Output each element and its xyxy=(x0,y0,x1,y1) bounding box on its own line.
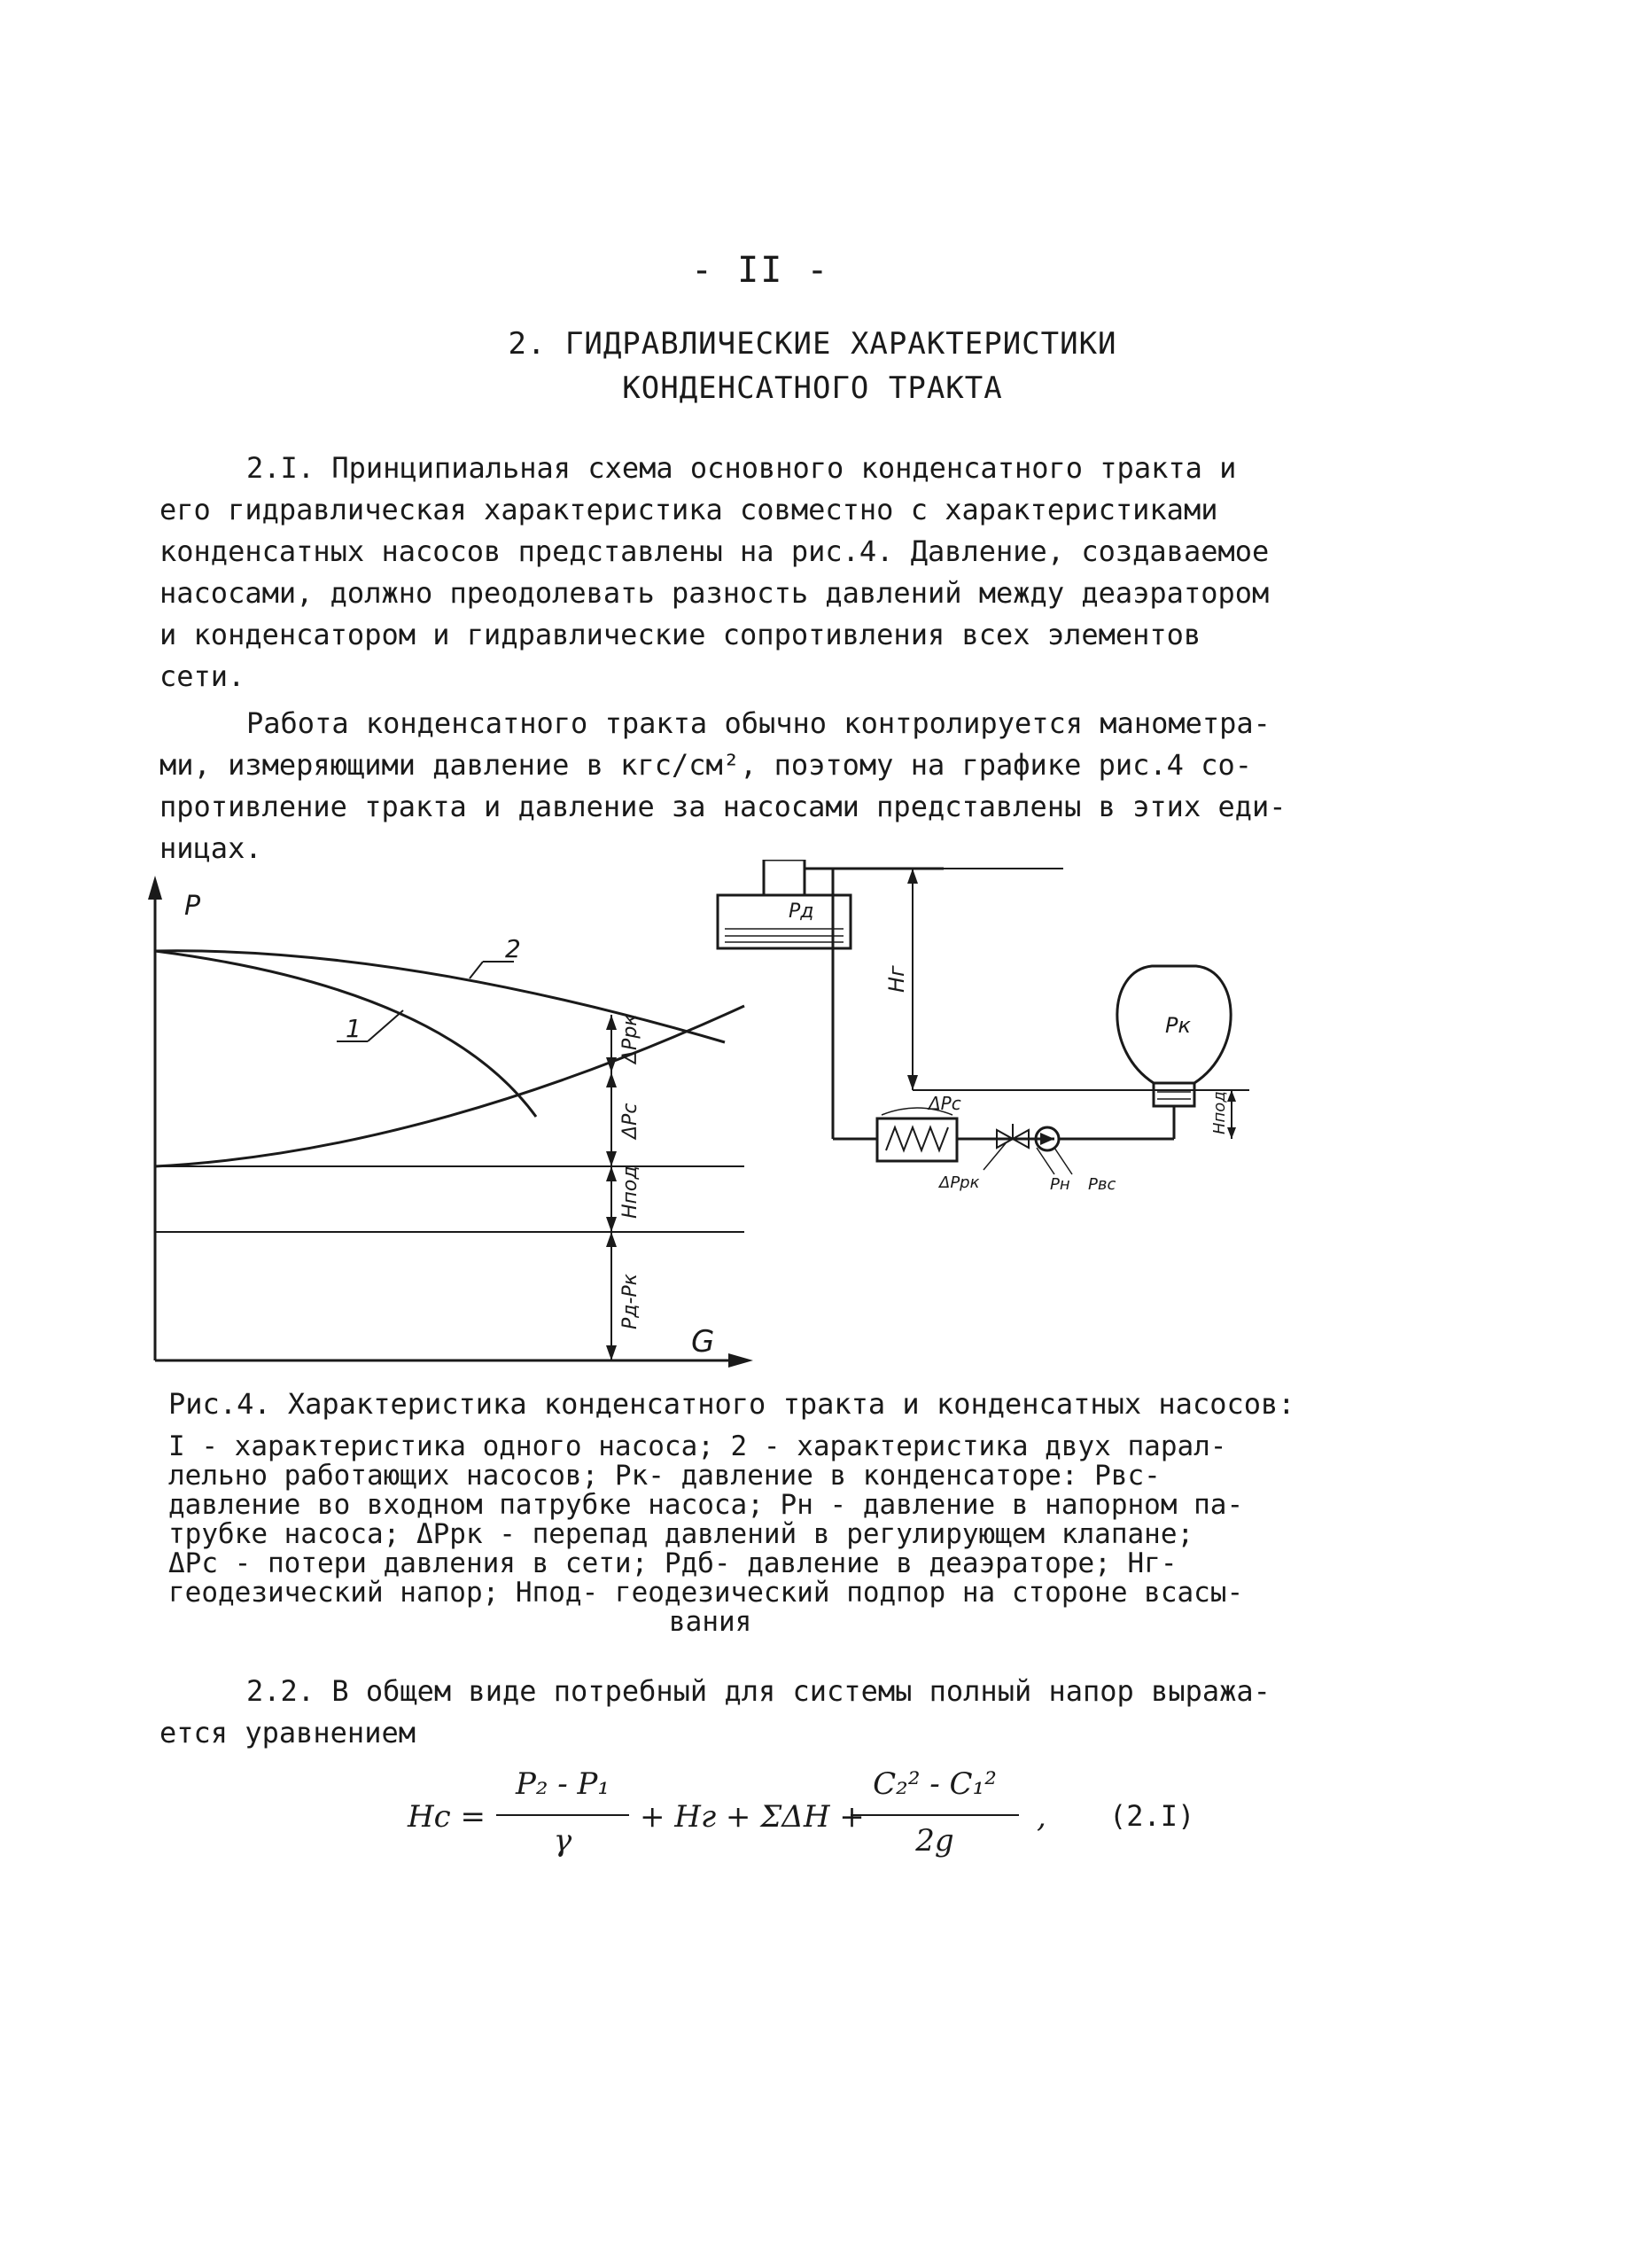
equation-number: (2.I) xyxy=(1109,1799,1195,1833)
text-line: ницах. xyxy=(159,831,262,865)
text-line: насосами, должно преодолевать разность давлений между деаэратором xyxy=(159,576,1270,610)
equation-frac2-denominator: 2g xyxy=(915,1823,954,1859)
caption-line: лельно работающих насосов; Pк- давление в конденсаторе: Pвс- xyxy=(168,1460,1161,1492)
equation-frac2-numerator: C₂² - C₁² xyxy=(873,1766,997,1802)
text-line: сети. xyxy=(159,659,245,693)
text-line: 2.2. В общем виде потребный для системы полный напор выража- xyxy=(246,1674,1271,1708)
deaerator-label: Pд xyxy=(789,900,814,923)
caption-line: вания xyxy=(669,1606,752,1638)
suction-head-label: Hпод xyxy=(1210,1091,1229,1134)
text-line: конденсатных насосов представлены на рис.4. Давление, создаваемое xyxy=(159,534,1270,568)
section-title-line-2: КОНДЕНСАТНОГО ТРАКТА xyxy=(622,370,1003,406)
figure-caption-body xyxy=(168,1432,1243,1637)
pump-outlet-label: Pн xyxy=(1050,1175,1070,1194)
text-line: и конденсатором и гидравлические сопротивления всех элементов xyxy=(159,618,1201,651)
fraction-bar xyxy=(851,1814,1019,1816)
caption-line: ΔPc - потери давления в сети; Pдб- давление в деаэраторе; Hг- xyxy=(168,1547,1178,1579)
network-characteristic-curve xyxy=(155,1006,744,1166)
y-axis-arrow-icon xyxy=(148,876,162,900)
text-line: противление тракта и давление за насосами представлены в этих еди- xyxy=(159,790,1287,823)
text-line: ми, измеряющими давление в кгс/см², поэтому на графике рис.4 со- xyxy=(159,748,1252,782)
equation-frac1-numerator: P₂ - P₁ xyxy=(515,1766,610,1802)
caption-line: давление во входном патрубке насоса; Pн - давление в напорном па- xyxy=(168,1489,1244,1521)
y-axis-label: P xyxy=(184,891,201,922)
text-line: 2.I. Принципиальная схема основного конденсатного тракта и xyxy=(246,451,1237,485)
caption-line: I - характеристика одного насоса; 2 - характеристика двух парал- xyxy=(168,1430,1227,1462)
x-axis-label: G xyxy=(691,1324,715,1360)
text-line: ется уравнением xyxy=(159,1716,416,1750)
figure-4 xyxy=(133,860,1302,1374)
x-axis-arrow-icon xyxy=(728,1353,753,1368)
equation-2-1 xyxy=(408,1759,1294,1874)
text-line: его гидравлическая характеристика совместно с характеристиками xyxy=(159,493,1218,526)
equation-comma: , xyxy=(1037,1799,1046,1835)
figure-caption-title: Рис.4. Характеристика конденсатного тракта и конденсатных насосов: xyxy=(168,1387,1295,1421)
text-line: Работа конденсатного тракта обычно контролируется манометра- xyxy=(246,706,1271,740)
caption-line: трубке насоса; ΔPрк - перепад давлений в регулирующем клапане; xyxy=(168,1518,1194,1550)
dim-label-pd-pk: Pд-Pк xyxy=(619,1274,641,1329)
dim-label-dprk: ΔPрк xyxy=(619,1014,641,1064)
equation-frac1-denominator: γ xyxy=(553,1823,572,1859)
fraction-bar xyxy=(496,1814,629,1816)
paragraph-2-1-continued xyxy=(159,703,1287,869)
condenser-label: Pк xyxy=(1165,1013,1191,1038)
paragraph-2-2 xyxy=(159,1671,1271,1754)
caption-line: геодезический напор; Hпод- геодезический подпор на стороне всасы- xyxy=(168,1577,1244,1609)
curve-1-label: 1 xyxy=(346,1014,362,1043)
deaerator-tank xyxy=(718,895,851,948)
paragraph-2-1 xyxy=(159,448,1269,698)
equation-lhs: Hc = xyxy=(408,1799,486,1835)
curve-2-label: 2 xyxy=(505,934,521,963)
valve-drop-label: ΔPрк xyxy=(939,1173,980,1192)
equation-middle: + Hг + ΣΔH + xyxy=(640,1799,865,1835)
deaerator-column xyxy=(764,860,805,895)
section-title-line-1: 2. ГИДРАВЛИЧЕСКИЕ ХАРАКТЕРИСТИКИ xyxy=(508,326,1117,362)
heater-loss-label: ΔPc xyxy=(929,1093,961,1114)
page-number: - II - xyxy=(691,250,830,291)
dim-label-hpod: Hпод xyxy=(619,1165,641,1219)
pump-inlet-label: Pвс xyxy=(1088,1175,1116,1194)
dim-label-dpc: ΔPc xyxy=(619,1103,641,1139)
head-label: Hг xyxy=(884,965,909,993)
condenser-hotwell xyxy=(1154,1083,1194,1106)
